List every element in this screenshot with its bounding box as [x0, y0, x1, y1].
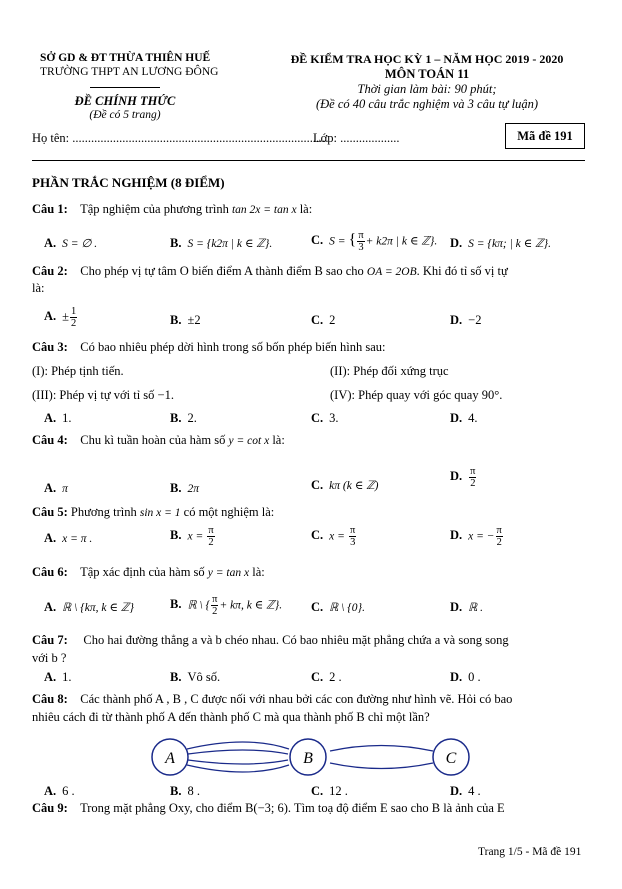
equation: sin x = 1	[139, 507, 181, 519]
option-a[interactable]: A. ± $\frac{1}{2}$	[44, 306, 77, 329]
equation: y = tan x	[207, 567, 250, 579]
option-b[interactable]: B. Vô số.	[170, 670, 221, 684]
option-a[interactable]: A. 1.	[44, 411, 72, 425]
road-ab-2	[188, 750, 288, 754]
option-c[interactable]: C. 2 .	[311, 670, 342, 684]
option-a[interactable]: A. S = ∅ .	[44, 236, 98, 250]
question-4: Câu 4: Chu kì tuần hoàn của hàm số y = cot x là:	[32, 433, 285, 447]
option-b[interactable]: B. 8 .	[170, 784, 200, 798]
question-number: Câu 1:	[32, 202, 68, 216]
dept-name: SỞ GD & ĐT THỪA THIÊN HUẾ	[40, 52, 211, 64]
city-c-label: C	[445, 750, 457, 767]
option-d[interactable]: D. S = {kπ; | k ∈ ℤ}.	[450, 236, 552, 250]
option-c[interactable]: C. kπ (k ∈ ℤ)	[311, 478, 379, 492]
option-c[interactable]: C. 3.	[311, 411, 339, 425]
option-b[interactable]: B. ±2	[170, 313, 201, 327]
option-b[interactable]: B. 2π	[170, 481, 199, 495]
equation: OA = 2OB	[366, 266, 417, 278]
road-ab-1	[187, 742, 289, 749]
option-d[interactable]: D. −2	[450, 313, 482, 327]
statement-iii: (III): Phép vị tự với tỉ số −1.	[32, 388, 174, 402]
equation: y = cot x	[228, 435, 270, 447]
official-label: ĐỀ CHÍNH THỨC	[74, 94, 176, 108]
name-field: Họ tên: ..................................................................................	[32, 131, 329, 145]
statement-ii: (II): Phép đối xứng trục	[330, 364, 449, 378]
header-divider	[32, 160, 585, 161]
road-ab-4	[187, 765, 289, 772]
city-a-label: A	[165, 750, 175, 767]
option-d[interactable]: D. $\frac{\pi}{2}$	[450, 466, 476, 489]
option-d[interactable]: D. 0 .	[450, 670, 481, 684]
page-count: (Đề có 5 trang)	[89, 109, 161, 121]
question-text: Tập nghiệm của phương trình	[80, 202, 229, 216]
question-6: Câu 6: Tập xác định của hàm số y = tan x là:	[32, 565, 265, 579]
question-8: Câu 8: Các thành phố A , B , C được nối với nhau bởi các con đường như hình vẽ. Hỏi có bao	[32, 692, 513, 706]
option-c[interactable]: C. x = $\frac{\pi}{3}$	[311, 525, 356, 548]
option-d[interactable]: D. ℝ .	[450, 600, 484, 614]
road-ab-3	[188, 760, 288, 764]
option-c[interactable]: C. ℝ \ {0}.	[311, 600, 366, 614]
statement-iv: (IV): Phép quay với góc quay 90°.	[330, 388, 503, 402]
option-a[interactable]: A. ℝ \ {kπ, k ∈ ℤ}	[44, 600, 134, 614]
option-d[interactable]: D. x = − $\frac{\pi}{2}$	[450, 525, 502, 548]
question-2: Câu 2: Cho phép vị tự tâm O biến điểm A thành điểm B sao cho OA = 2OB. Khi đó tỉ số vị tự	[32, 264, 508, 278]
class-field: Lớp: ...................	[313, 131, 400, 145]
question-3: Câu 3: Có bao nhiêu phép dời hình trong số bốn phép biến hình sau:	[32, 340, 386, 354]
question-9: Câu 9: Trong mặt phẳng Oxy, cho điểm B(−3; 6). Tìm toạ độ điểm E sao cho B là ảnh của E	[32, 801, 505, 815]
question-7-line2: với b ?	[32, 651, 67, 665]
equation: tan 2x = tan x	[231, 204, 297, 216]
exam-code: Mã đề 191	[517, 129, 573, 143]
subject: MÔN TOÁN 11	[384, 67, 470, 81]
option-c[interactable]: C. S = { $\frac{\pi}{3}$ + k2π | k ∈ ℤ}.	[311, 230, 438, 253]
city-b-label: B	[303, 750, 313, 767]
exam-structure: (Đề có 40 câu trắc nghiệm và 3 câu tự luận)	[315, 97, 539, 111]
exam-title: ĐỀ KIỂM TRA HỌC KỲ 1 – NĂM HỌC 2019 - 2020	[290, 52, 564, 66]
option-b[interactable]: B. 2.	[170, 411, 197, 425]
road-bc-2	[330, 763, 433, 769]
option-b[interactable]: B. x = $\frac{\pi}{2}$	[170, 525, 214, 548]
option-c[interactable]: C. 2	[311, 313, 336, 327]
option-d[interactable]: D. 4 .	[450, 784, 481, 798]
page-footer: Trang 1/5 - Mã đề 191	[478, 846, 582, 858]
question-7: Câu 7: Cho hai đường thẳng a và b chéo nhau. Có bao nhiêu mặt phẳng chứa a và song song	[32, 633, 509, 647]
exam-time: Thời gian làm bài: 90 phút;	[357, 82, 497, 96]
option-b[interactable]: B. ℝ \ { $\frac{\pi}{2}$ + kπ, k ∈ ℤ}.	[170, 594, 283, 617]
section-title: PHẦN TRẮC NGHIỆM (8 ĐIỂM)	[32, 175, 225, 190]
question-1: Câu 1: Tập nghiệm của phương trình tan 2x = tan x là:	[32, 202, 313, 216]
option-b[interactable]: B. S = {k2π | k ∈ ℤ}.	[170, 236, 273, 250]
school-name: TRƯỜNG THPT AN LƯƠNG ĐÔNG	[40, 66, 219, 78]
option-a[interactable]: A. 6 .	[44, 784, 75, 798]
option-c[interactable]: C. 12 .	[311, 784, 348, 798]
question-5: Câu 5: Phương trình sin x = 1 có một nghiệm là:	[32, 505, 275, 519]
option-d[interactable]: D. 4.	[450, 411, 478, 425]
option-a[interactable]: A. x = π .	[44, 531, 93, 545]
divider	[90, 87, 160, 88]
statement-i: (I): Phép tịnh tiến.	[32, 364, 124, 378]
option-a[interactable]: A. 1.	[44, 670, 72, 684]
question-2-line2: là:	[32, 281, 45, 295]
option-a[interactable]: A. π	[44, 481, 68, 495]
road-bc-1	[330, 746, 433, 752]
question-8-line2: nhiêu cách đi từ thành phố A đến thành phố C mà qua thành phố B chỉ một lần?	[32, 710, 430, 724]
city-road-diagram	[140, 732, 480, 782]
